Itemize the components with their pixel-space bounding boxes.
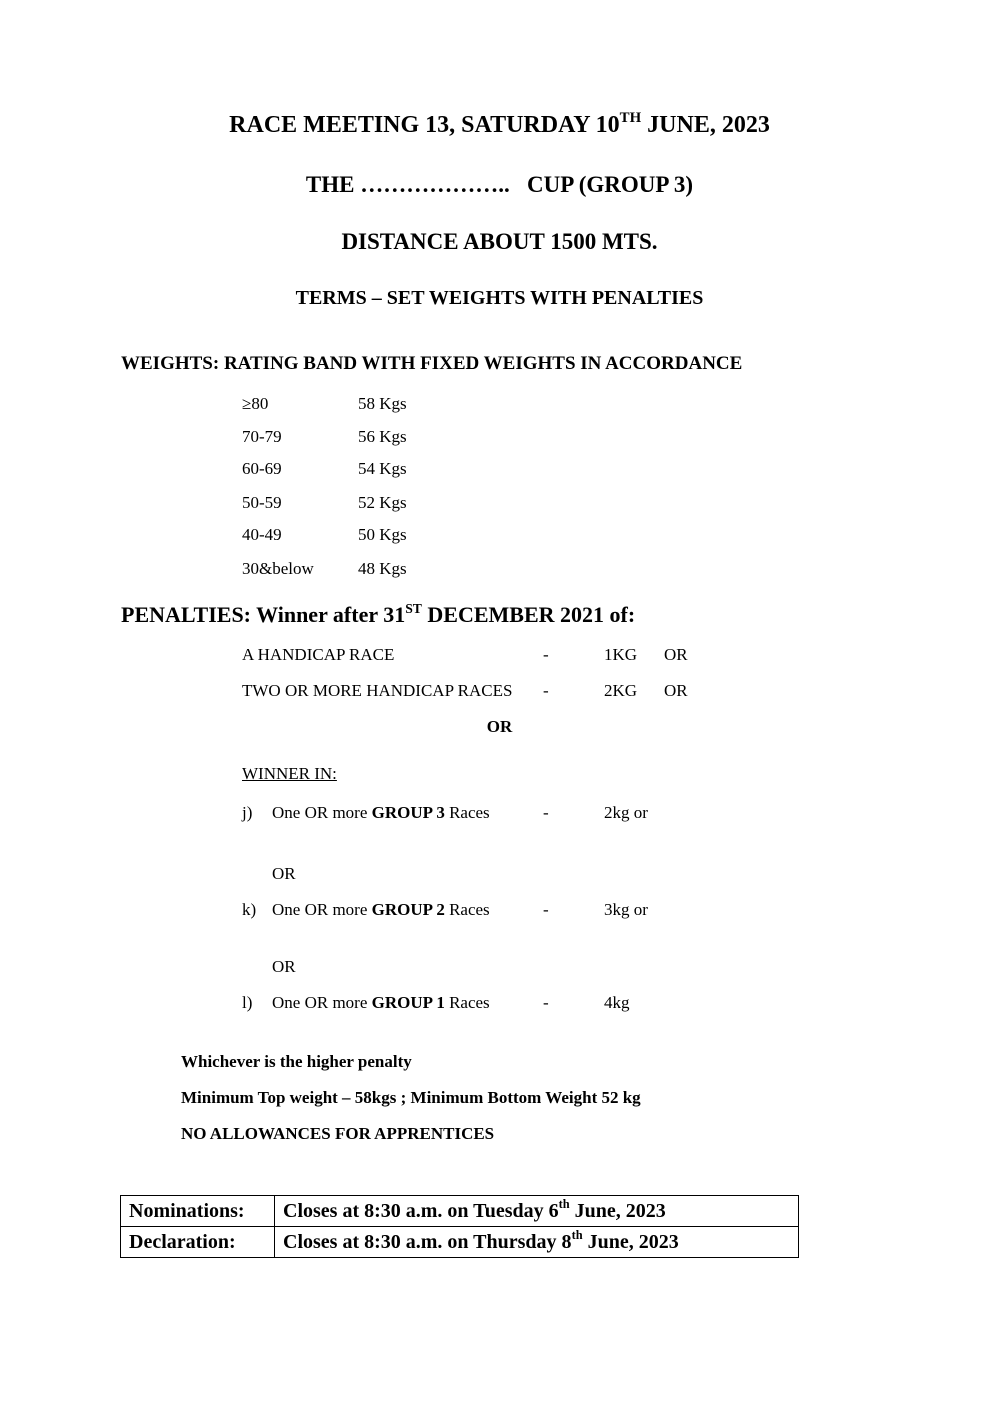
penalties-heading-sup: ST <box>405 601 422 617</box>
or-label: OR <box>272 957 296 976</box>
group-description <box>272 993 490 1013</box>
meeting-title-tail: JUNE, 2023 <box>641 112 770 138</box>
distance-title: DISTANCE ABOUT 1500 MTS. <box>341 229 658 254</box>
deadline-label: Declaration: <box>121 1227 275 1258</box>
note-higher-penalty: Whichever is the higher penalty <box>181 1052 412 1071</box>
rating-band: 40-49 <box>242 525 282 544</box>
group-penalty: 3kg or <box>604 900 648 919</box>
deadline-text: Closes at 8:30 a.m. on Thursday 8 <box>283 1230 572 1253</box>
handicap-dash: - <box>543 645 549 664</box>
deadline-text: Closes at 8:30 a.m. on Tuesday 6 <box>283 1199 559 1222</box>
winner-in-heading: WINNER IN: <box>242 764 337 783</box>
group-description <box>272 900 490 920</box>
deadline-sup: th <box>558 1197 570 1212</box>
deadlines-table <box>120 1195 799 1258</box>
meeting-title <box>0 112 999 139</box>
or-separator: OR <box>486 717 513 736</box>
penalties-heading-text: PENALTIES: Winner after 31 <box>121 602 406 627</box>
band-weight: 56 Kgs <box>358 427 407 446</box>
group-name: GROUP 3 <box>371 803 445 822</box>
note-minimum-weights: Minimum Top weight – 58kgs ; Minimum Bottom Weight 52 kg <box>181 1088 641 1107</box>
deadline-label: Nominations: <box>121 1196 275 1227</box>
group-penalty: 4kg <box>604 993 630 1012</box>
handicap-dash: - <box>543 681 549 700</box>
penalties-heading <box>121 602 635 628</box>
group-text: One OR more <box>272 900 372 919</box>
band-weight: 50 Kgs <box>358 525 407 544</box>
band-weight: 58 Kgs <box>358 394 407 413</box>
handicap-value: 2KG <box>604 681 638 700</box>
group-marker: k) <box>242 900 257 919</box>
group-text-tail: Races <box>444 803 490 822</box>
meeting-title-sup: TH <box>619 110 642 127</box>
rating-band: ≥80 <box>242 394 269 413</box>
or-label: OR <box>272 864 296 883</box>
group-text-tail: Races <box>444 900 490 919</box>
meeting-title-text: RACE MEETING 13, SATURDAY 10 <box>229 112 620 138</box>
penalties-heading-tail: DECEMBER 2021 of: <box>421 602 636 627</box>
group-text: One OR more <box>272 993 372 1012</box>
deadline-sup: th <box>571 1228 583 1243</box>
rating-band: 30&below <box>242 559 314 578</box>
group-penalty: 2kg or <box>604 803 648 822</box>
handicap-label: A HANDICAP RACE <box>242 645 395 664</box>
group-text-tail: Races <box>444 993 490 1012</box>
cup-title: THE ……………….. CUP (GROUP 3) <box>305 172 694 197</box>
band-weight: 54 Kgs <box>358 459 407 478</box>
rating-band: 60-69 <box>242 459 282 478</box>
note-apprentices: NO ALLOWANCES FOR APPRENTICES <box>181 1124 495 1143</box>
terms-title: TERMS – SET WEIGHTS WITH PENALTIES <box>295 287 704 309</box>
handicap-or: OR <box>664 681 688 700</box>
rating-band: 50-59 <box>242 493 282 512</box>
group-name: GROUP 2 <box>371 900 445 919</box>
deadline-value <box>275 1227 799 1258</box>
band-weight: 48 Kgs <box>358 559 407 578</box>
deadline-tail: June, 2023 <box>582 1230 679 1253</box>
deadline-tail: June, 2023 <box>569 1199 666 1222</box>
group-dash: - <box>543 900 549 919</box>
group-dash: - <box>543 803 549 822</box>
group-text: One OR more <box>272 803 372 822</box>
rating-band: 70-79 <box>242 427 282 446</box>
group-dash: - <box>543 993 549 1012</box>
group-description <box>272 803 490 823</box>
band-weight: 52 Kgs <box>358 493 407 512</box>
table-row <box>121 1196 799 1227</box>
group-marker: j) <box>242 803 253 822</box>
deadline-value <box>275 1196 799 1227</box>
group-marker: l) <box>242 993 253 1012</box>
handicap-value: 1KG <box>604 645 638 664</box>
table-row <box>121 1227 799 1258</box>
group-name: GROUP 1 <box>371 993 445 1012</box>
weights-heading: WEIGHTS: RATING BAND WITH FIXED WEIGHTS IN ACCORDANCE <box>121 353 743 374</box>
handicap-or: OR <box>664 645 688 664</box>
handicap-label: TWO OR MORE HANDICAP RACES <box>242 681 513 700</box>
